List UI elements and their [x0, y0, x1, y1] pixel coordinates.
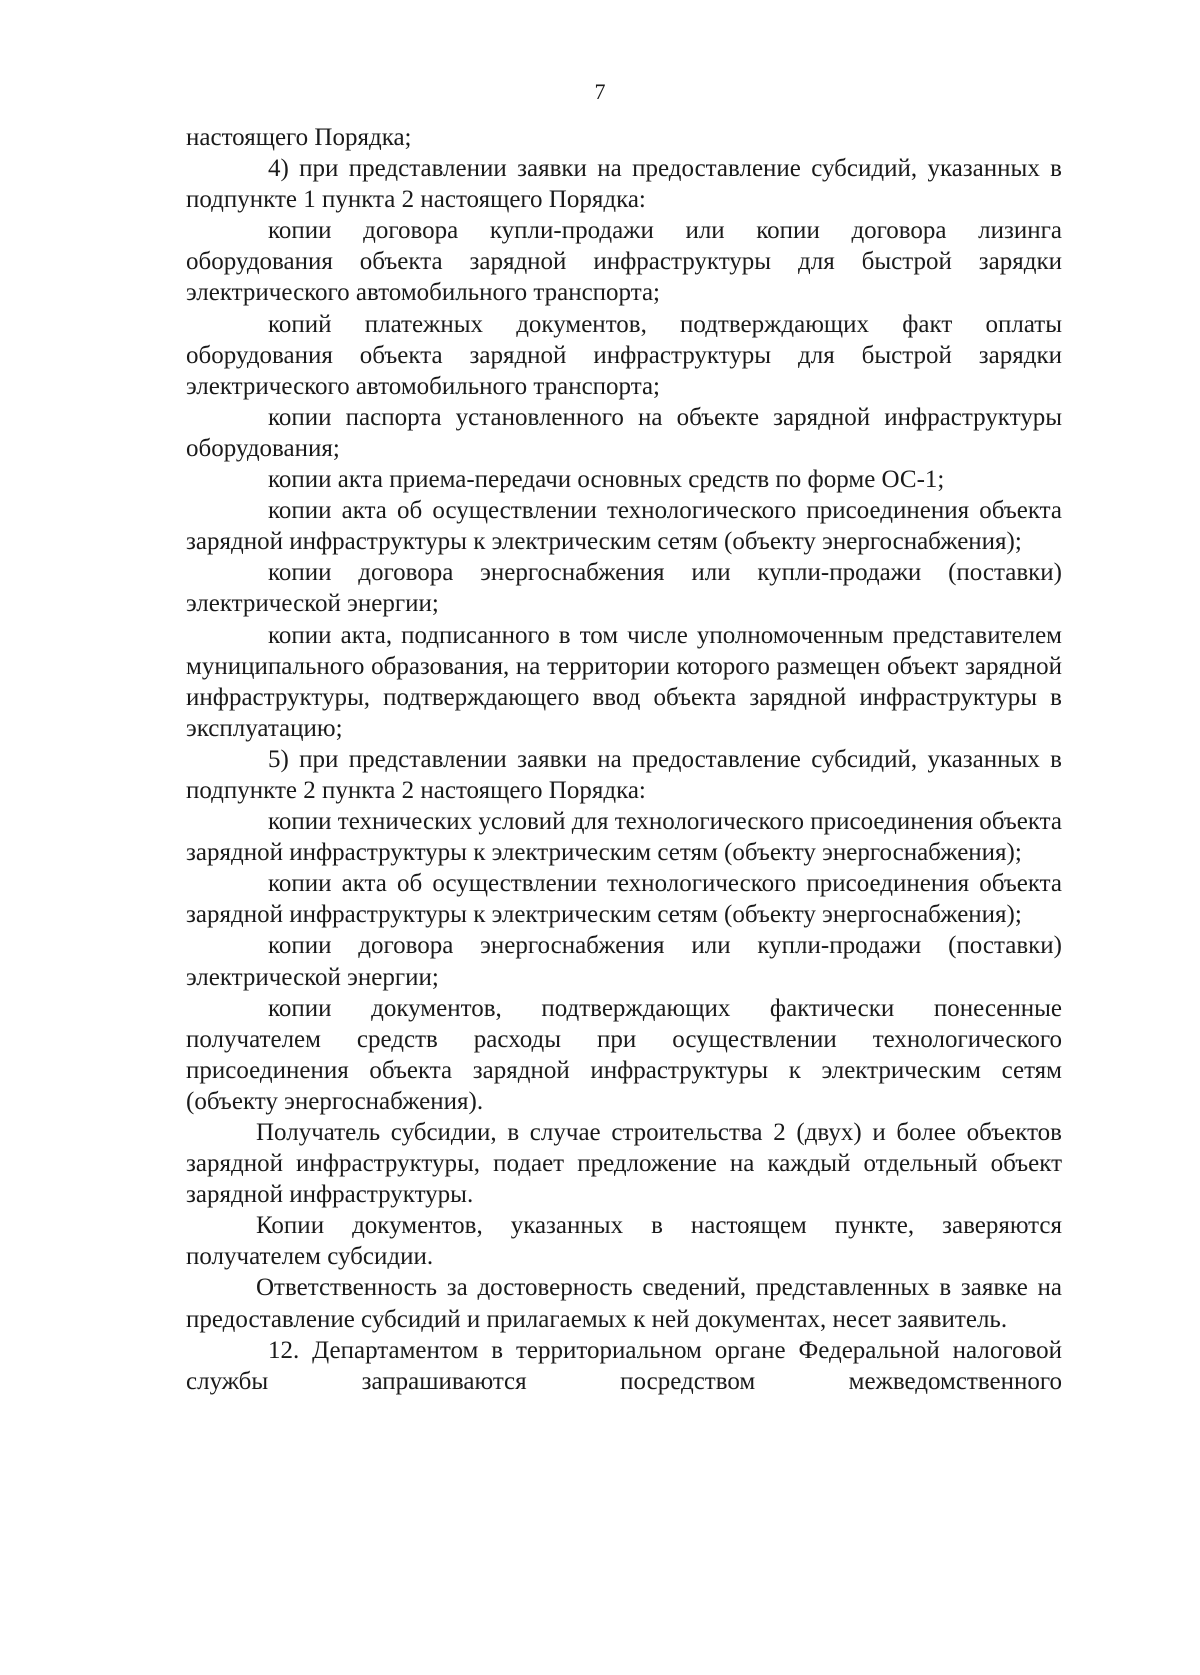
list-item: копии паспорта установленного на объекте зарядной инфраструктуры оборудования; — [186, 403, 1062, 462]
list-item: копии договора энергоснабжения или купли-продажи (поставки) электрической энергии; — [186, 932, 1062, 991]
list-item: копии акта об осуществлении технологического присоединения объекта зарядной инфраструктуры к электрическим сетям (объекту энергоснабжения); — [186, 870, 1062, 929]
paragraph: 5) при представлении заявки на предоставление субсидий, указанных в подпункте 2 пункта 2 настоящего Порядка: — [186, 745, 1062, 804]
list-item: копии акта, подписанного в том числе уполномоченным представителем муниципального образования, на территории которого размещен объект зарядной инфраструктуры, подтверждающего ввод объекта зарядной инфраструктуры в эксплуатацию; — [186, 621, 1062, 742]
paragraph: Получатель субсидии, в случае строительства 2 (двух) и более объектов зарядной инфраструктуры, подает предложение на каждый отдельный объект зарядной инфраструктуры. — [186, 1119, 1062, 1209]
paragraph: 4) при представлении заявки на предоставление субсидий, указанных в подпункте 1 пункта 2 настоящего Порядка: — [186, 155, 1062, 214]
paragraph: 12. Департаментом в территориальном органе Федеральной налоговой службы запрашиваются посредством межведомственного — [186, 1336, 1062, 1395]
list-item: копии договора энергоснабжения или купли-продажи (поставки) электрической энергии; — [186, 559, 1062, 618]
paragraph: Копии документов, указанных в настоящем пункте, заверяются получателем субсидии. — [186, 1212, 1062, 1271]
list-item: копии технических условий для технологического присоединения объекта зарядной инфраструктуры к электрическим сетям (объекту энергоснабжения); — [186, 808, 1062, 867]
document-body — [186, 122, 1062, 1397]
list-item: копий платежных документов, подтверждающих факт оплаты оборудования объекта зарядной инфраструктуры для быстрой зарядки электрического автомобильного транспорта; — [186, 310, 1062, 400]
list-item: копии акта приема-передачи основных средств по форме ОС-1; — [268, 466, 945, 494]
paragraph: настоящего Порядка; — [186, 124, 412, 151]
paragraph: Ответственность за достоверность сведений, представленных в заявке на предоставление субсидий и прилагаемых к ней документах, несет заявитель. — [186, 1274, 1062, 1333]
list-item: копии акта об осуществлении технологического присоединения объекта зарядной инфраструктуры к электрическим сетям (объекту энергоснабжения); — [186, 497, 1062, 556]
page-number: 7 — [594, 79, 606, 104]
list-item: копии документов, подтверждающих фактически понесенные получателем средств расходы при осуществлении технологического присоединения объекта зарядной инфраструктуры к электрическим сетям (объекту энергоснабжения). — [186, 994, 1062, 1115]
list-item: копии договора купли-продажи или копии договора лизинга оборудования объекта зарядной инфраструктуры для быстрой зарядки электрического автомобильного транспорта; — [186, 217, 1062, 307]
